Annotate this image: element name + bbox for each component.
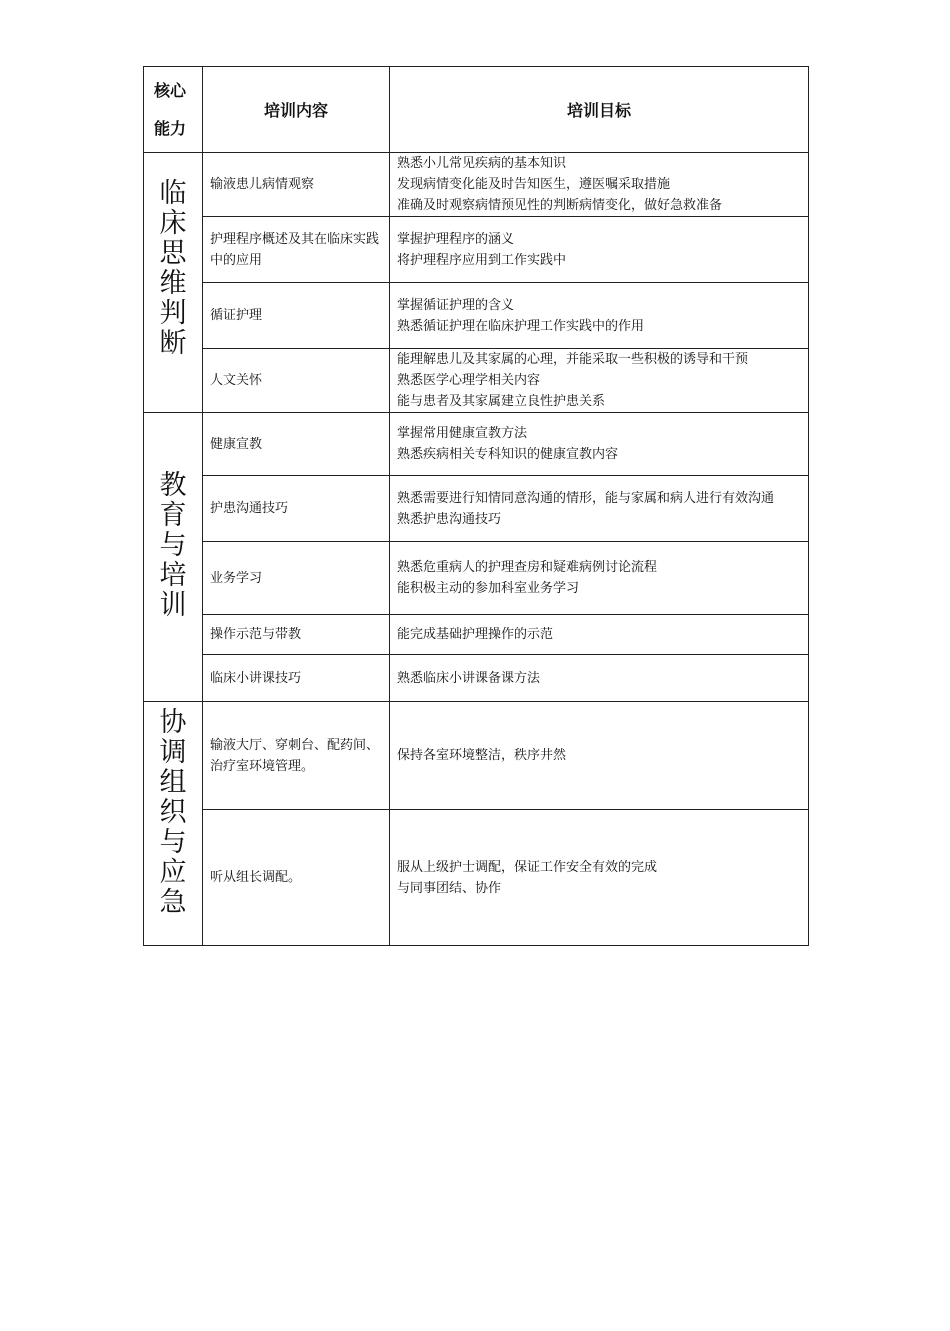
goal-line: 熟悉小儿常见疾病的基本知识: [397, 156, 567, 171]
content-cell: 健康宣教: [203, 413, 390, 476]
training-table: [143, 66, 809, 946]
category-cell-education-training: [144, 413, 203, 702]
goal-line: 掌握护理程序的涵义: [397, 231, 515, 247]
table-row: [144, 615, 809, 655]
goal-line: 准确及时观察病情预见性的判断病情变化，做好急救准备: [397, 198, 723, 213]
content-cell: 护患沟通技巧: [203, 476, 390, 542]
table-row: [144, 810, 809, 946]
table-row: [144, 153, 809, 217]
header-content: 培训内容: [203, 67, 390, 153]
table-row: [144, 655, 809, 702]
goal-line: 能与患者及其家属建立良性护患关系: [397, 394, 606, 409]
table-row: [144, 413, 809, 476]
category-cell-coordination-emergency: [144, 702, 203, 946]
category-label: 教育与培训: [159, 470, 187, 621]
goal-cell: [390, 655, 809, 702]
table-row: [144, 542, 809, 615]
goal-line: 熟悉疾病相关专科知识的健康宣教内容: [397, 447, 619, 462]
goal-cell: [390, 810, 809, 946]
goal-line: 能完成基础护理操作的示范: [397, 627, 554, 642]
goal-cell: [390, 702, 809, 810]
content-cell: 循证护理: [203, 283, 390, 349]
category-label: 临床思维判断: [159, 178, 187, 359]
goal-cell: [390, 153, 809, 217]
header-core-ability: [144, 67, 203, 153]
goal-cell: [390, 476, 809, 542]
content-cell: 临床小讲课技巧: [203, 655, 390, 702]
table-row: [144, 283, 809, 349]
content-cell: 输液大厅、穿刺台、配药间、治疗室环境管理。: [203, 702, 390, 810]
goal-cell: [390, 283, 809, 349]
goal-line: 掌握常用健康宣教方法: [397, 426, 528, 441]
goal-line: 熟悉医学心理学相关内容: [397, 373, 541, 388]
goal-line: 发现病情变化能及时告知医生，遵医嘱采取措施: [397, 177, 671, 192]
goal-line: 与同事团结、协作: [397, 880, 502, 896]
goal-line: 熟悉护患沟通技巧: [397, 511, 502, 527]
content-cell: 听从组长调配。: [203, 810, 390, 946]
goal-line: 能理解患儿及其家属的心理，并能采取一些积极的诱导和干预: [397, 352, 749, 367]
goal-line: 能积极主动的参加科室业务学习: [397, 581, 580, 596]
goal-line: 熟悉危重病人的护理查房和疑难病例讨论流程: [397, 560, 658, 575]
header-goal: 培训目标: [390, 67, 809, 153]
header-core-line1: 核心: [154, 80, 187, 100]
category-cell-clinical-thinking: [144, 153, 203, 413]
header-core-line2: 能力: [154, 118, 187, 138]
content-cell: 操作示范与带教: [203, 615, 390, 655]
goal-cell: [390, 413, 809, 476]
goal-line: 将护理程序应用到工作实践中: [397, 252, 567, 268]
goal-cell: [390, 217, 809, 283]
goal-cell: [390, 349, 809, 413]
content-cell: 业务学习: [203, 542, 390, 615]
goal-cell: [390, 615, 809, 655]
goal-line: 服从上级护士调配，保证工作安全有效的完成: [397, 859, 658, 875]
table-row: [144, 702, 809, 810]
header-row: [144, 67, 809, 153]
table-row: [144, 349, 809, 413]
content-cell: 人文关怀: [203, 349, 390, 413]
goal-line: 熟悉需要进行知情同意沟通的情形，能与家属和病人进行有效沟通: [397, 490, 775, 506]
content-cell: 护理程序概述及其在临床实践中的应用: [203, 217, 390, 283]
content-cell: 输液患儿病情观察: [203, 153, 390, 217]
goal-line: 熟悉临床小讲课备课方法: [397, 670, 541, 686]
goal-line: 熟悉循证护理在临床护理工作实践中的作用: [397, 318, 645, 334]
goal-line: 掌握循证护理的含义: [397, 297, 515, 313]
goal-line: 保持各室环境整洁，秩序井然: [397, 748, 567, 763]
category-label: 协调组织与应急: [159, 707, 187, 918]
table-row: [144, 476, 809, 542]
goal-cell: [390, 542, 809, 615]
table-row: [144, 217, 809, 283]
